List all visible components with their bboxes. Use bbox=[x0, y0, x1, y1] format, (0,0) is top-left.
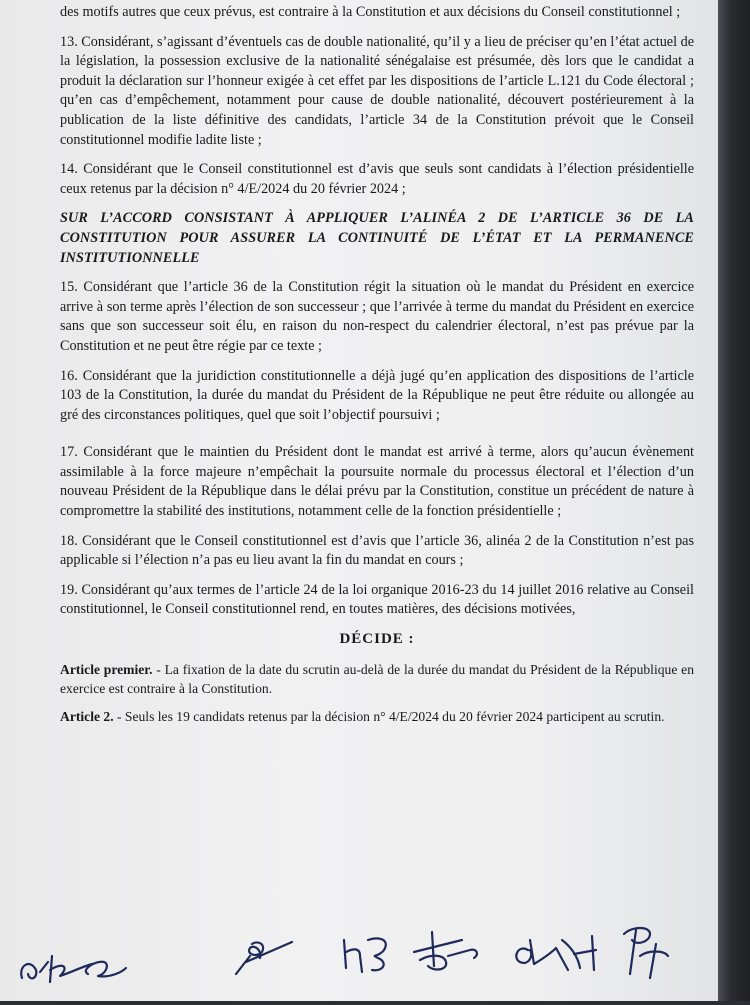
screen-bezel bbox=[718, 0, 750, 1001]
signature-3 bbox=[344, 938, 386, 972]
paragraph-13: 13. Considérant, s’agissant d’éventuels cas de double nationalité, qu’il y a lieu de préciser qu’en l’état actuel de la législation, la possession exclusive de la nationalité sénégalaise est présumée, dès lors que le candidat a produit la déclaration sur l’honneur exigée à cet effet par les dispositions de l’article L.121 du Code électoral ; qu’en cas d’empêchement, notamment pour cause de double nationalité, découvert postérieurement à la publication de la liste définitive des candidats, l’article 34 de la Constitution prévoit que le Conseil constitutionnel modifie ladite liste ; bbox=[60, 33, 694, 148]
paragraph-15: 15. Considérant que l’article 36 de la Constitution régit la situation où le mandat du Président en exercice arrive à son terme après l’élection de son successeur ; que l’arrivée à terme du mandat du Président en exercice sans que son successeur soit élu, en raison du non-respect du calendrier électoral, n’est pas prévue par la Constitution et ne peut être régie par ce texte ; bbox=[60, 279, 694, 354]
article-premier-text: - La fixation de la date du scrutin au-delà de la durée du mandat du Président de la République en exercice est contraire à la Constitution. bbox=[60, 661, 694, 697]
section-heading: SUR L’ACCORD CONSISTANT À APPLIQUER L’ALINÉA 2 DE L’ARTICLE 36 DE LA CONSTITUTION POUR ASSURER LA CONTINUITÉ DE L’ÉTAT ET LA PERMANENCE INSTITUTIONNELLE bbox=[60, 210, 694, 266]
paragraph-19: 19. Considérant qu’aux termes de l’article 24 de la loi organique 2016-23 du 14 juillet 2016 relative au Conseil constitutionnel, le Conseil constitutionnel rend, en toutes matières, des décisions motivées, bbox=[60, 581, 694, 618]
paragraph-16: 16. Considérant que la juridiction constitutionnelle a déjà jugé qu’en application des dispositions de l’article 103 de la Constitution, la durée du mandat du Président de la République ne peut être réduite ou allongée au gré des circonstances politiques, quel que soit l’objectif poursuivi ; bbox=[60, 367, 694, 423]
article-2-label: Article 2. bbox=[60, 708, 114, 724]
signature-6 bbox=[624, 928, 668, 978]
intro-tail-paragraph: des motifs autres que ceux prévus, est contraire à la Constitution et aux décisions du Conseil constitutionnel ; bbox=[60, 4, 681, 20]
paragraph-17: 17. Considérant que le maintien du Président dont le mandat est arrivé à terme, alors qu’aucun évènement assimilable à la force majeure n’empêchait la poursuite normale du processus électoral et l’élection d’un nouveau Président de la République dans le délai prévu par la Constitution, constitue un précédent de nature à compromettre la stabilité des institutions, notamment celle de la fonction présidentielle ; bbox=[60, 444, 694, 520]
signature-1 bbox=[21, 956, 126, 982]
article-premier bbox=[60, 660, 694, 699]
article-2-text: - Seuls les 19 candidats retenus par la décision n° 4/E/2024 du 20 février 2024 participent au scrutin. bbox=[113, 708, 665, 724]
article-premier-label: Article premier. bbox=[60, 661, 153, 677]
signature-4 bbox=[414, 932, 477, 969]
signatures bbox=[0, 900, 718, 1000]
signature-5 bbox=[516, 936, 596, 970]
signature-2 bbox=[236, 942, 292, 974]
paragraph-18: 18. Considérant que le Conseil constitutionnel est d’avis que l’article 36, alinéa 2 de la Constitution n’est pas applicable si l’élection n’a pas eu lieu avant la fin du mandat en cours ; bbox=[60, 532, 694, 569]
article-2 bbox=[60, 707, 694, 727]
paragraph-14: 14. Considérant que le Conseil constitutionnel est d’avis que seuls sont candidats à l’élection présidentielle ceux retenus par la décision n° 4/E/2024 du 20 février 2024 ; bbox=[60, 161, 694, 197]
signatures-drawing bbox=[0, 900, 718, 1000]
decide-heading: DÉCIDE : bbox=[339, 631, 415, 648]
